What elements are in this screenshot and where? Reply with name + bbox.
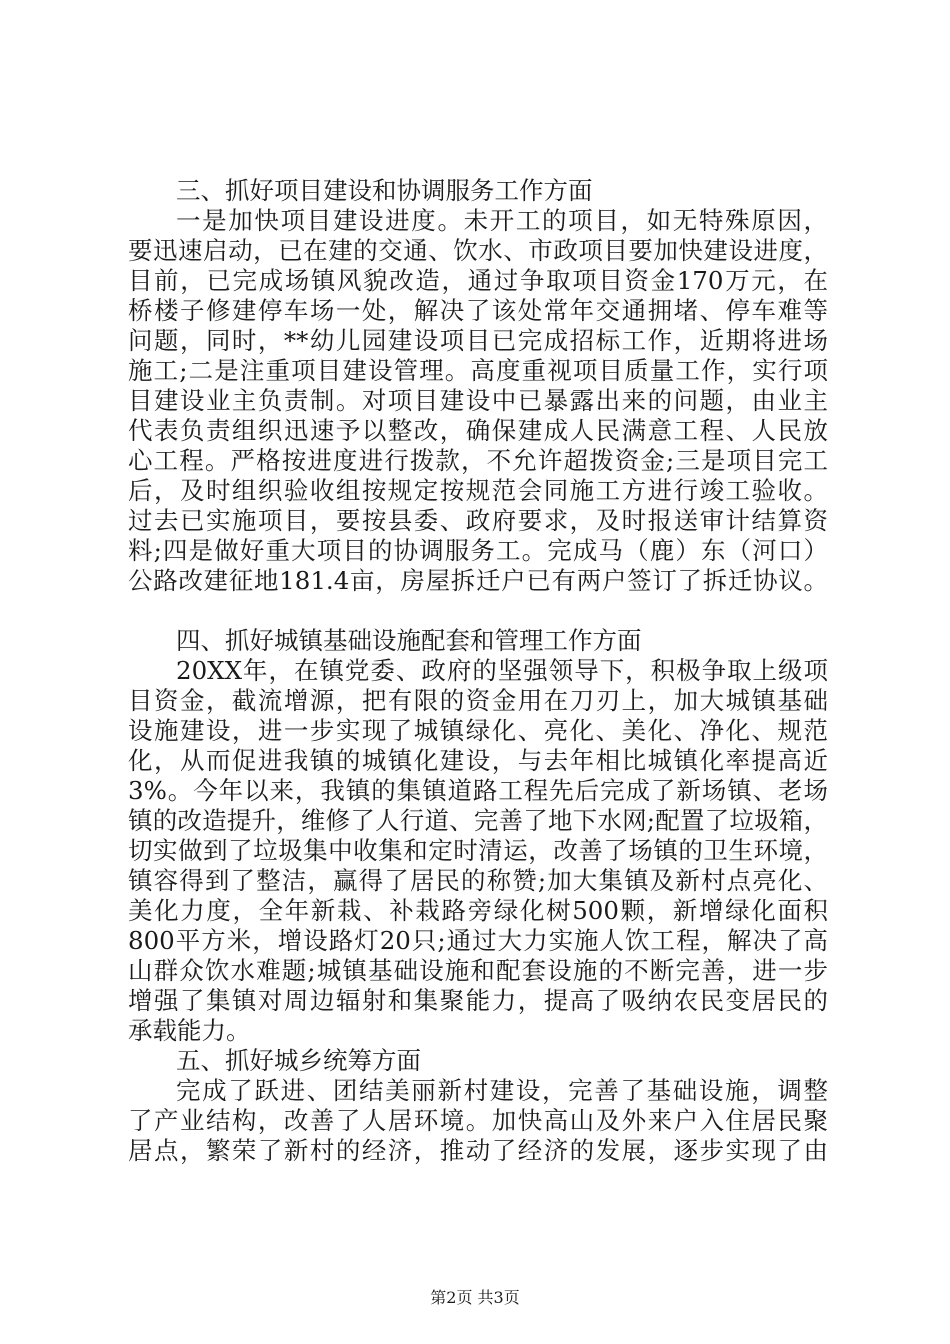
paragraph-line: 800平方米，增设路灯20只;通过大力实施人饮工程，解决了高 — [128, 926, 828, 955]
paragraph-line: 施工;二是注重项目建设管理。高度重视项目质量工作，实行项 — [128, 356, 828, 385]
paragraph-line: 完成了跃进、团结美丽新村建设，完善了基础设施，调整 — [176, 1076, 828, 1105]
page-number-footer: 第2页 共3页 — [430, 1288, 520, 1307]
paragraph-line: 心工程。严格按进度进行拨款，不允许超拨资金;三是项目完工 — [128, 446, 828, 475]
paragraph-line: 过去已实施项目，要按县委、政府要求，及时报送审计结算资 — [128, 506, 828, 535]
paragraph-line: 山群众饮水难题;城镇基础设施和配套设施的不断完善，进一步 — [128, 956, 828, 985]
section-heading: 五、抓好城乡统筹方面 — [176, 1046, 421, 1075]
paragraph-line: 一是加快项目建设进度。未开工的项目，如无特殊原因， — [176, 206, 828, 235]
section-heading: 四、抓好城镇基础设施配套和管理工作方面 — [176, 626, 642, 655]
paragraph-line: 3%。今年以来，我镇的集镇道路工程先后完成了新场镇、老场 — [128, 776, 828, 805]
paragraph-line: 镇的改造提升，维修了人行道、完善了地下水网;配置了垃圾箱， — [128, 806, 828, 835]
paragraph-line: 目建设业主负责制。对项目建设中已暴露出来的问题，由业主 — [128, 386, 828, 415]
paragraph-line: 20XX年，在镇党委、政府的坚强领导下，积极争取上级项 — [176, 656, 828, 685]
paragraph-line: 料;四是做好重大项目的协调服务工。完成马（鹿）东（河口） — [128, 536, 828, 565]
paragraph-line: 目资金，截流增源，把有限的资金用在刀刃上，加大城镇基础 — [128, 686, 828, 715]
paragraph-line: 公路改建征地181.4亩，房屋拆迁户已有两户签订了拆迁协议。 — [128, 566, 828, 595]
paragraph-line: 问题，同时，**幼儿园建设项目已完成招标工作，近期将进场 — [128, 326, 828, 355]
paragraph-line: 后，及时组织验收组按规定按规范会同施工方进行竣工验收。 — [128, 476, 828, 505]
paragraph-line: 了产业结构，改善了人居环境。加快高山及外来户入住居民聚 — [128, 1106, 828, 1135]
section-heading: 三、抓好项目建设和协调服务工作方面 — [176, 176, 593, 205]
paragraph-line: 设施建设，进一步实现了城镇绿化、亮化、美化、净化、规范 — [128, 716, 828, 745]
paragraph-line: 要迅速启动，已在建的交通、饮水、市政项目要加快建设进度， — [128, 236, 828, 265]
paragraph-line: 承载能力。 — [128, 1016, 251, 1045]
paragraph-line: 切实做到了垃圾集中收集和定时清运，改善了场镇的卫生环境， — [128, 836, 828, 865]
paragraph-line: 化，从而促进我镇的城镇化建设，与去年相比城镇化率提高近 — [128, 746, 828, 775]
paragraph-line: 增强了集镇对周边辐射和集聚能力，提高了吸纳农民变居民的 — [128, 986, 828, 1015]
paragraph-line: 桥楼子修建停车场一处，解决了该处常年交通拥堵、停车难等 — [128, 296, 828, 325]
paragraph-line: 镇容得到了整洁，赢得了居民的称赞;加大集镇及新村点亮化、 — [128, 866, 828, 895]
paragraph-line: 美化力度，全年新栽、补栽路旁绿化树500颗，新增绿化面积 — [128, 896, 828, 925]
paragraph-line: 代表负责组织迅速予以整改，确保建成人民满意工程、人民放 — [128, 416, 828, 445]
paragraph-line: 居点，繁荣了新村的经济，推动了经济的发展，逐步实现了由 — [128, 1136, 828, 1165]
paragraph-line: 目前，已完成场镇风貌改造，通过争取项目资金170万元，在 — [128, 266, 828, 295]
